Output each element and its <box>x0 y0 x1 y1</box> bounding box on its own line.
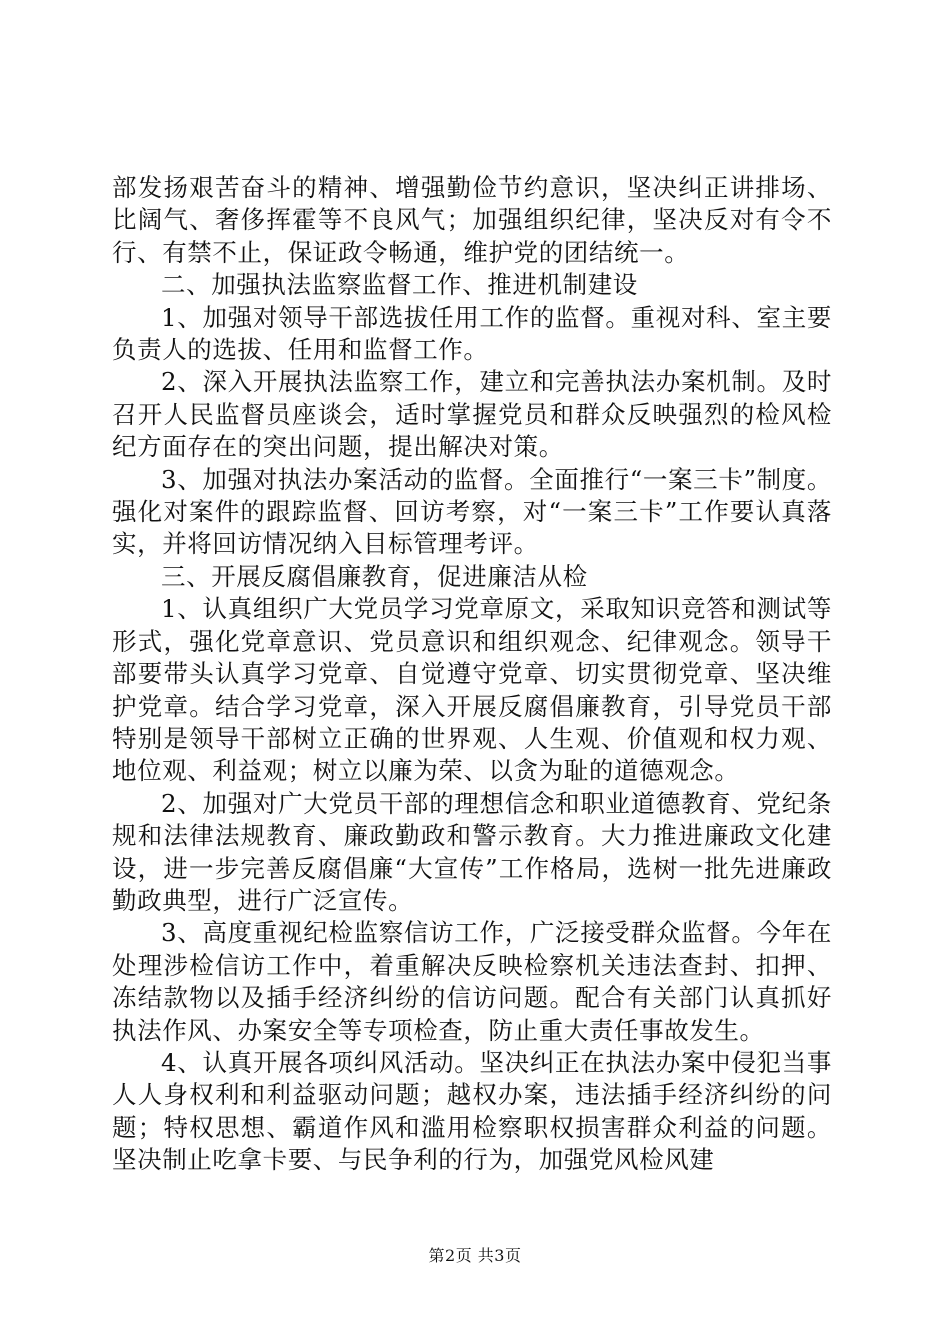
paragraph: 4、认真开展各项纠风活动。坚决纠正在执法办案中侵犯当事人人身权利和利益驱动问题；越权办案，违法插手经济纠纷的问题；特权思想、霸道作风和滥用检察职权损害群众利益的问题。坚决制止吃拿卡要、与民争利的行为，加强党风检风建 <box>112 1047 832 1175</box>
document-body <box>112 172 832 1177</box>
paragraph: 部发扬艰苦奋斗的精神、增强勤俭节约意识，坚决纠正讲排场、比阔气、奢侈挥霍等不良风气；加强组织纪律，坚决反对有令不行、有禁不止，保证政令畅通，维护党的团结统一。 <box>112 173 832 267</box>
paragraph: 3、加强对执法办案活动的监督。全面推行“一案三卡”制度。强化对案件的跟踪监督、回访考察，对“一案三卡”工作要认真落实，并将回访情况纳入目标管理考评。 <box>112 464 832 559</box>
paragraph: 2、深入开展执法监察工作，建立和完善执法办案机制。及时召开人民监督员座谈会，适时掌握党员和群众反映强烈的检风检纪方面存在的突出问题，提出解决对策。 <box>112 367 832 462</box>
paragraph: 1、认真组织广大党员学习党章原文，采取知识竞答和测试等形式，强化党章意识、党员意识和组织观念、纪律观念。领导干部要带头认真学习党章、自觉遵守党章、切实贯彻党章、坚决维护党章。结合学习党章，深入开展反腐倡廉教育，引导党员干部特别是领导干部树立正确的世界观、人生观、价值观和权力观、地位观、利益观；树立以廉为荣、以贪为耻的道德观念。 <box>112 594 832 786</box>
section-heading: 三、开展反腐倡廉教育，促进廉洁从检 <box>161 561 588 591</box>
paragraph: 1、加强对领导干部选拔任用工作的监督。重视对科、室主要负责人的选拔、任用和监督工作。 <box>112 302 832 365</box>
section-heading: 二、加强执法监察监督工作、推进机制建设 <box>161 270 638 300</box>
paragraph: 2、加强对广大党员干部的理想信念和职业道德教育、党纪条规和法律法规教育、廉政勤政和警示教育。大力推进廉政文化建设，进一步完善反腐倡廉“大宣传”工作格局，选树一批先进廉政勤政典型，进行广泛宣传。 <box>112 788 832 915</box>
paragraph: 3、高度重视纪检监察信访工作，广泛接受群众监督。今年在处理涉检信访工作中，着重解决反映检察机关违法查封、扣押、冻结款物以及插手经济纠纷的信访问题。配合有关部门认真抓好执法作风、办案安全等专项检查，防止重大责任事故发生。 <box>112 918 832 1045</box>
page-number-footer: 第2页 共3页 <box>428 1246 522 1265</box>
